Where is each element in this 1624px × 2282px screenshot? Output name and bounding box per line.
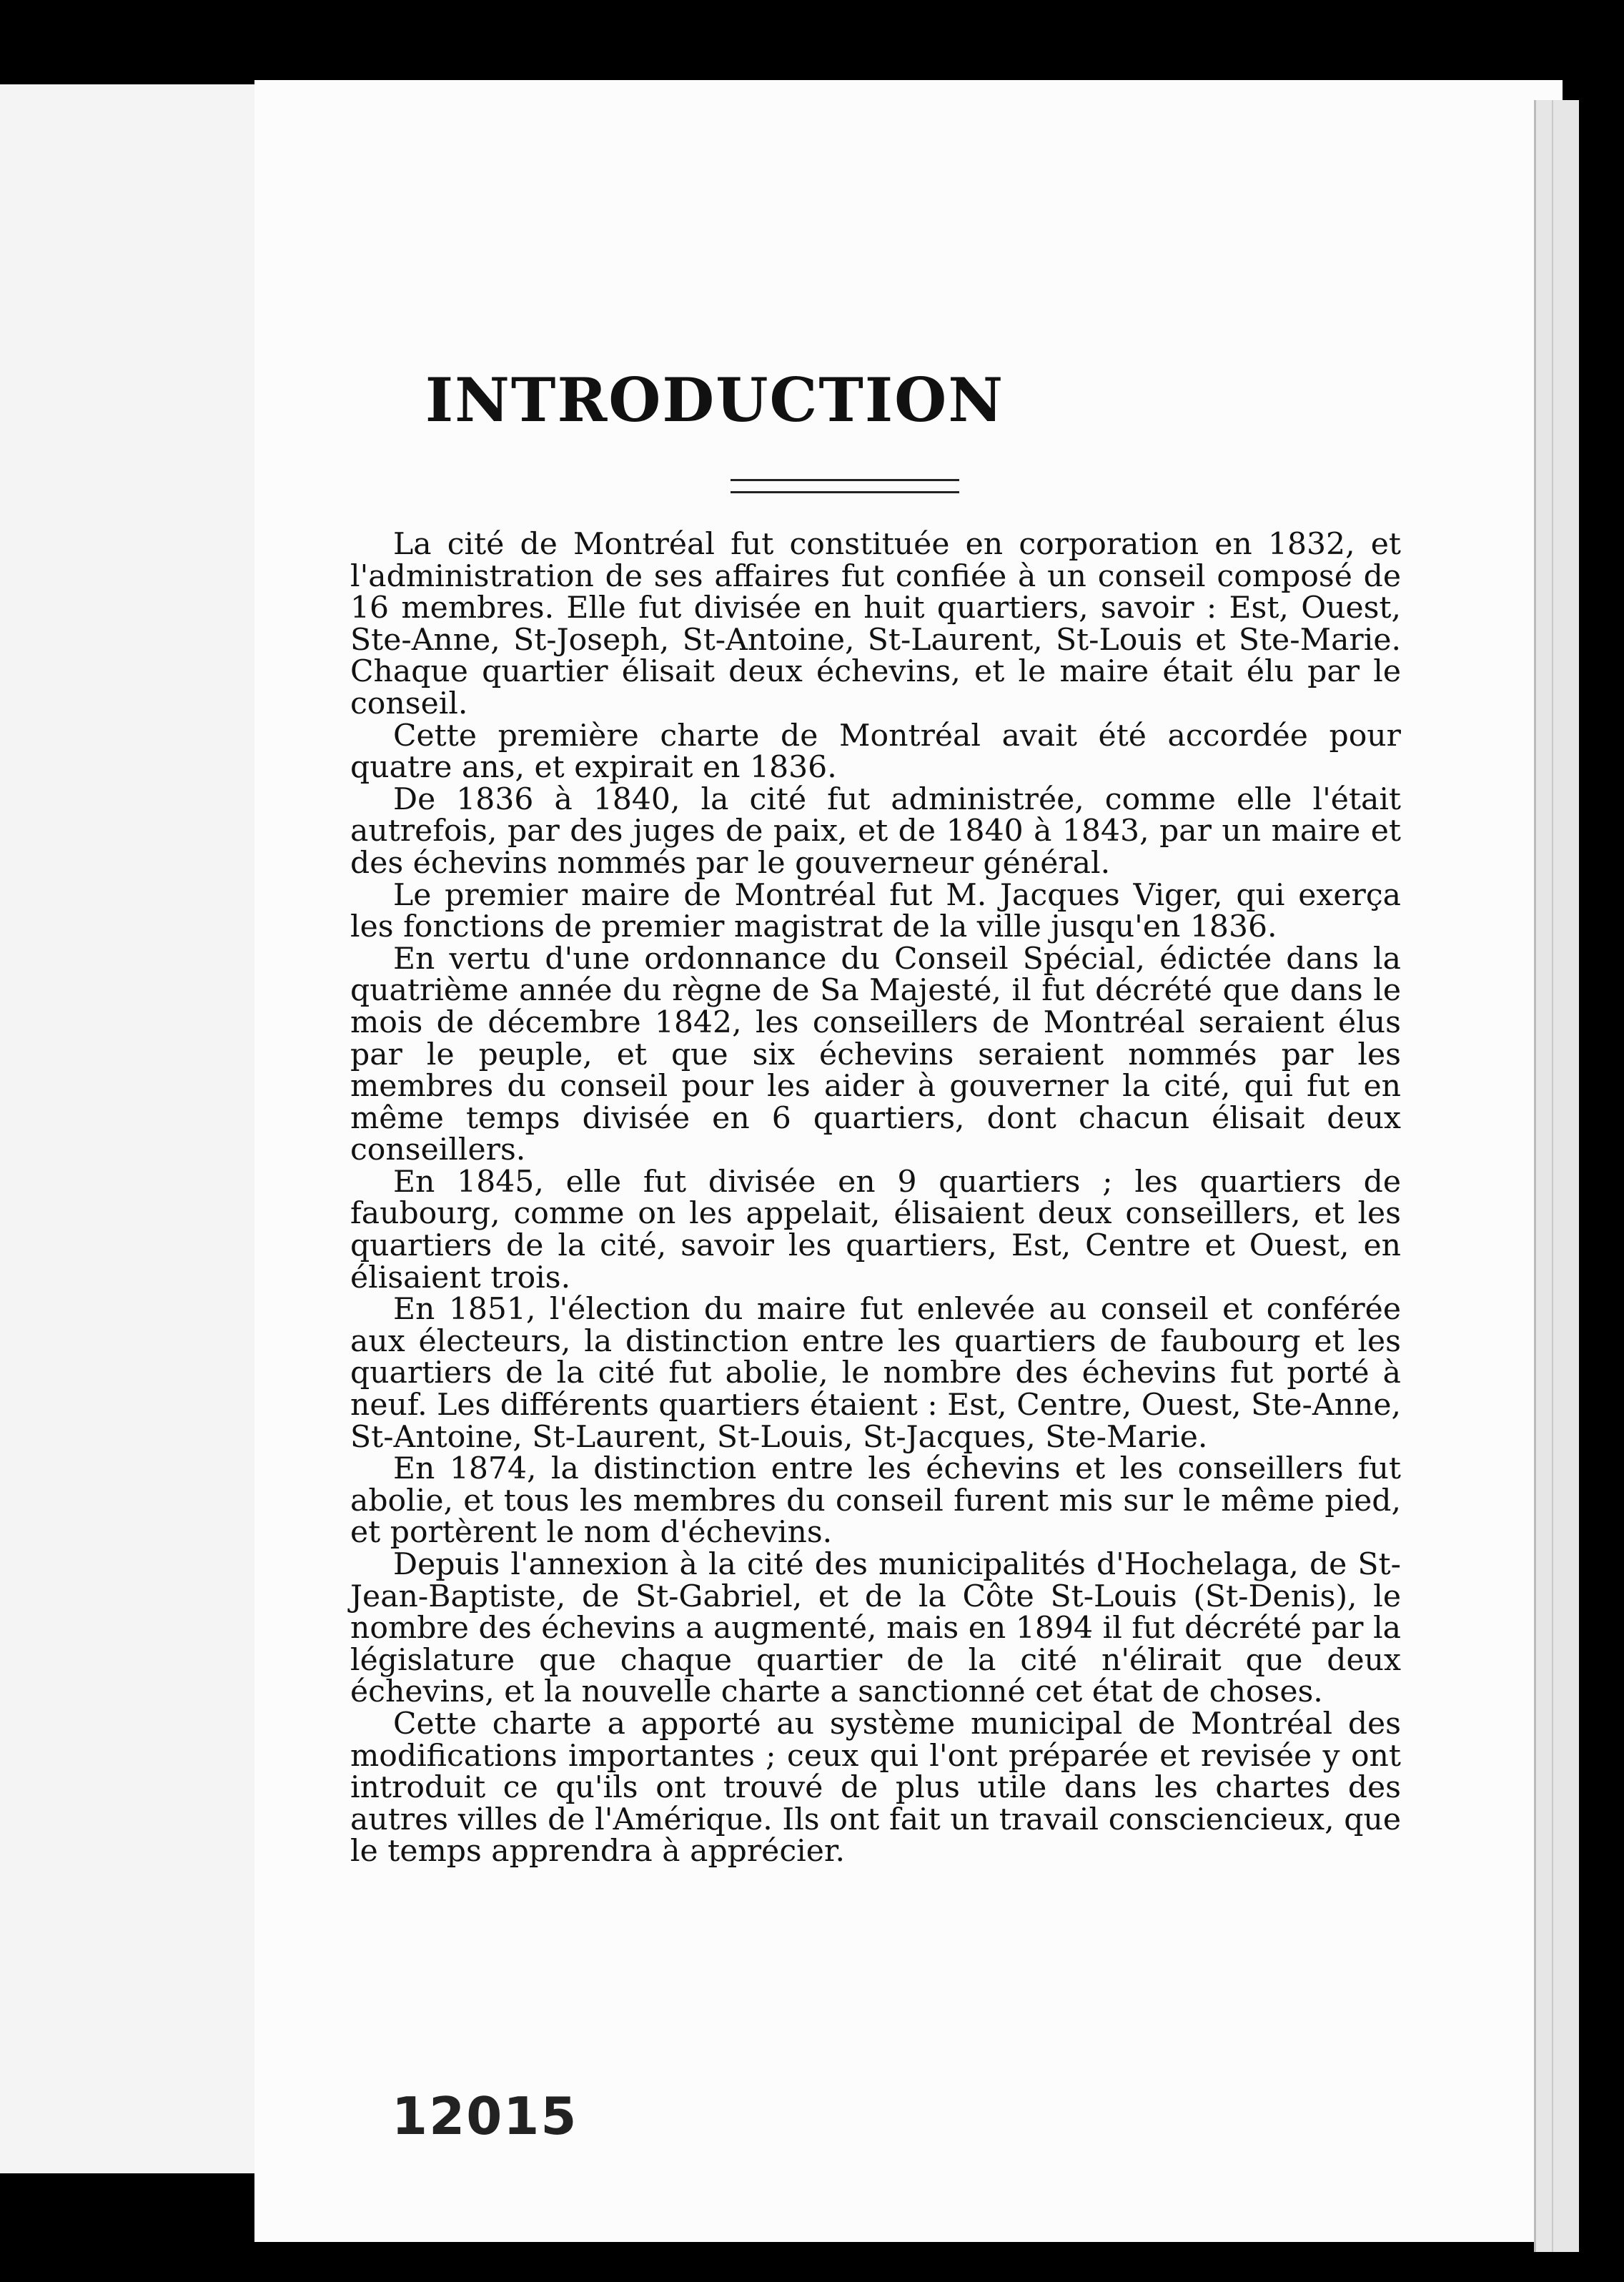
title-double-rule: [731, 479, 959, 493]
catalog-stamp: 12015: [392, 2086, 578, 2146]
paragraph: Cette charte a apporté au système municipal de Montréal des modifications importantes ; ceux qui l'ont préparée et revisée y ont introduit ce qu'ils ont trouvé de plus utile dans les chartes des autres villes de l'Amérique. Ils ont fait un travail consciencieux, que le temps apprendra à apprécier.: [350, 1706, 1401, 1869]
paragraph: La cité de Montréal fut constituée en corporation en 1832, et l'administration de ses affaires fut confiée à un conseil composé de 16 membres. Elle fut divisée en huit quartiers, savoir : Est, Ouest, Ste-Anne, St-Joseph, St-Antoine, St-Laurent, St-Louis et Ste-Marie. Chaque quartier élisait deux échevins, et le maire était élu par le conseil.: [350, 527, 1401, 721]
paragraph: Depuis l'annexion à la cité des municipalités d'Hochelaga, de St-Jean-Baptiste, de St-Gabriel, et de la Côte St-Louis (St-Denis), le nombre des échevins a augmenté, mais en 1894 il fut décrété par la législature que chaque quartier de la cité n'élirait que deux échevins, et la nouvelle charte a sanctionné cet état de choses.: [350, 1547, 1401, 1710]
paragraph: De 1836 à 1840, la cité fut administrée, comme elle l'était autrefois, par des juges de paix, et de 1840 à 1843, par un maire et des échevins nommés par le gouverneur général.: [350, 781, 1401, 881]
body-text: [350, 529, 1401, 1868]
paragraph: En 1874, la distinction entre les échevins et les conseillers fut abolie, et tous les membres du conseil furent mis sur le même pied, et portèrent le nom d'échevins.: [350, 1451, 1401, 1551]
facing-page: [0, 84, 272, 2173]
page-stack-edge: [1534, 100, 1579, 2252]
paragraph: En 1845, elle fut divisée en 9 quartiers ; les quartiers de faubourg, comme on les appelait, élisaient deux conseillers, et les quartiers de la cité, savoir les quartiers, Est, Centre et Ouest, en élisaient trois.: [350, 1164, 1401, 1295]
paragraph: Cette première charte de Montréal avait été accordée pour quatre ans, et expirait en 1836.: [350, 718, 1401, 786]
page-title: INTRODUCTION: [425, 365, 1005, 435]
paragraph: En vertu d'une ordonnance du Conseil Spécial, édictée dans la quatrième année du règne de Sa Majesté, il fut décrété que dans le mois de décembre 1842, les conseillers de Montréal seraient élus par le peuple, et que six échevins seraient nommés par les membres du conseil pour les aider à gouverner la cité, qui fut en même temps divisée en 6 quartiers, dont chacun élisait deux conseillers.: [350, 941, 1401, 1168]
paragraph: Le premier maire de Montréal fut M. Jacques Viger, qui exerça les fonctions de premier magistrat de la ville jusqu'en 1836.: [350, 877, 1401, 945]
paragraph: En 1851, l'élection du maire fut enlevée au conseil et conférée aux électeurs, la distinction entre les quartiers de faubourg et les quartiers de la cité fut abolie, le nombre des échevins fut porté à neuf. Les différents quartiers étaient : Est, Centre, Ouest, Ste-Anne, St-Antoine, St-Laurent, St-Louis, St-Jacques, Ste-Marie.: [350, 1292, 1401, 1455]
